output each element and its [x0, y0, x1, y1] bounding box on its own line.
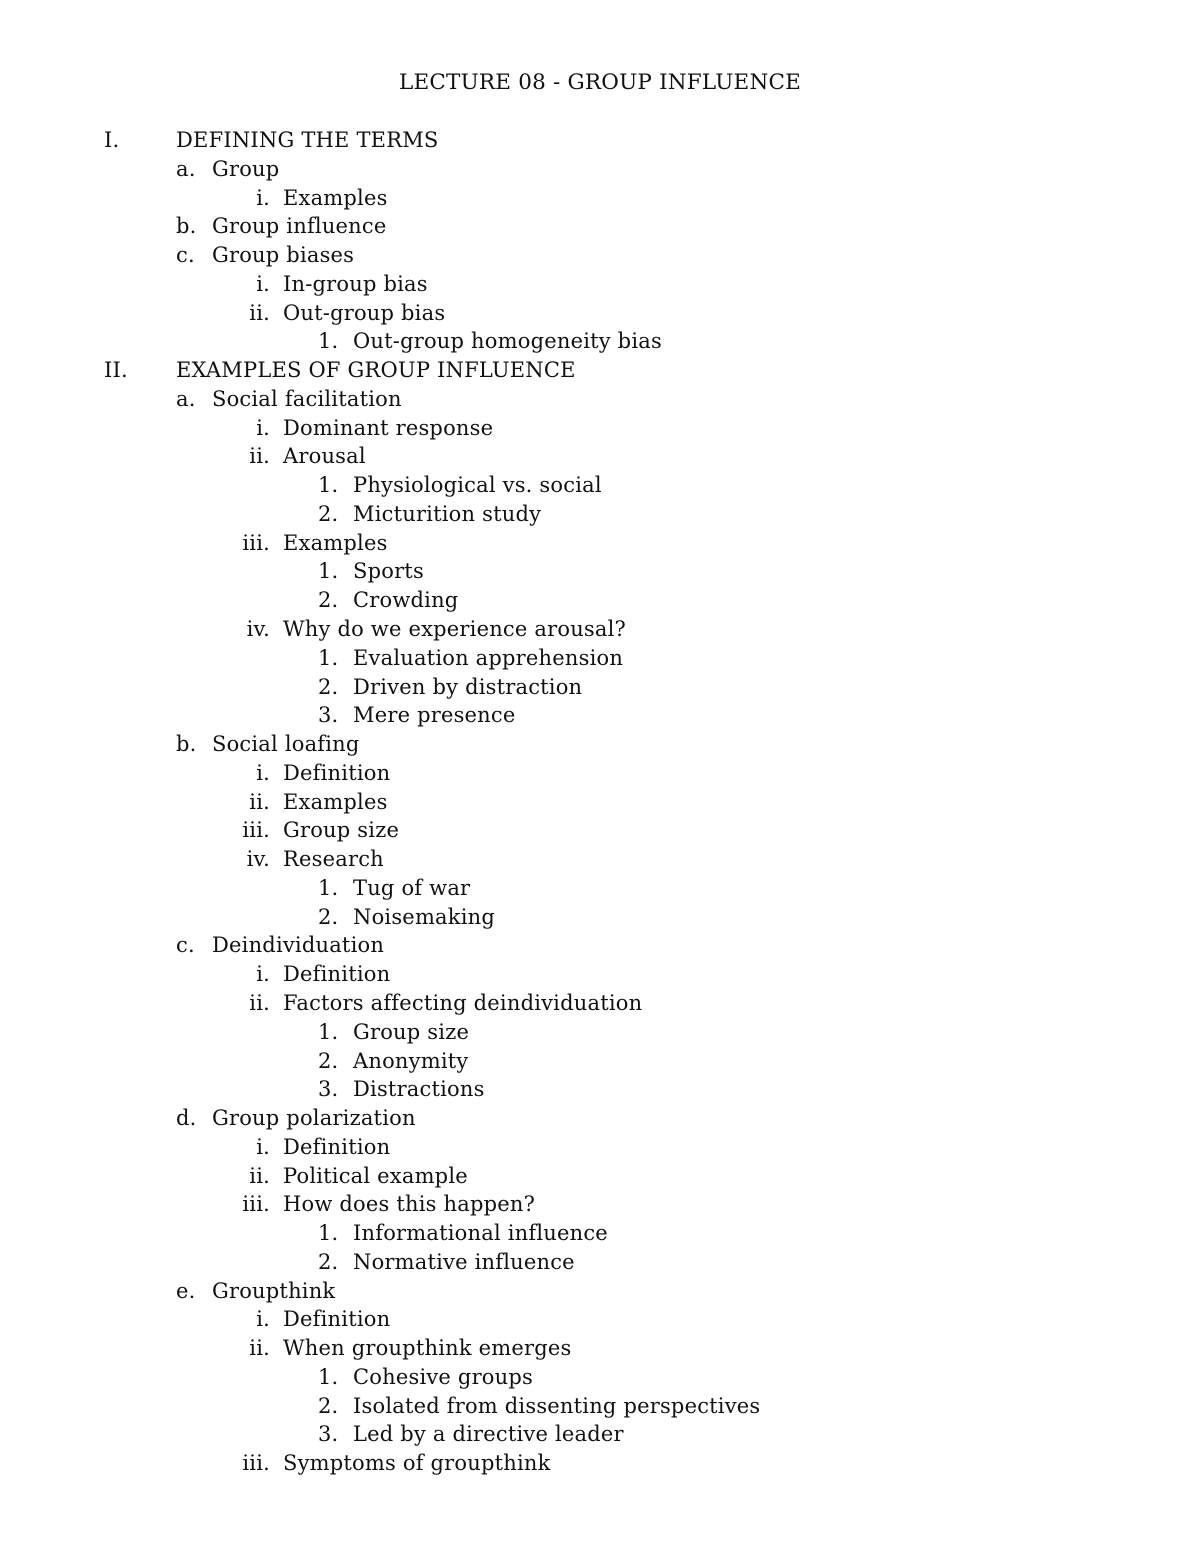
- outline-text: Group polarization: [212, 1106, 416, 1131]
- outline-item-level-3: [0, 845, 1200, 874]
- outline-text: When groupthink emerges: [283, 1336, 572, 1361]
- outline-marker: c.: [176, 243, 195, 268]
- outline-item-level-4: [0, 1420, 1200, 1449]
- outline-text: Definition: [283, 962, 391, 987]
- outline-marker: ii.: [249, 300, 270, 325]
- outline-marker: iii.: [242, 818, 270, 843]
- outline-text: Anonymity: [353, 1048, 469, 1073]
- outline-text: Out-group homogeneity bias: [353, 329, 662, 354]
- outline-text: Examples: [283, 185, 388, 210]
- outline-item-level-3: [0, 788, 1200, 817]
- outline-item-level-4: [0, 1018, 1200, 1047]
- outline-text: Political example: [283, 1163, 468, 1188]
- outline-item-level-3: [0, 442, 1200, 471]
- outline-marker: 2.: [318, 904, 339, 929]
- outline-text: Examples: [283, 789, 388, 814]
- outline-text: Why do we experience arousal?: [283, 617, 626, 642]
- outline-item-level-4: [0, 327, 1200, 356]
- outline-marker: 2.: [318, 1393, 339, 1418]
- outline-marker: i.: [256, 185, 270, 210]
- outline-marker: i.: [256, 271, 270, 296]
- outline-item-level-3: [0, 960, 1200, 989]
- outline-item-level-1: [0, 356, 1200, 385]
- page-title: LECTURE 08 - GROUP INFLUENCE: [399, 70, 801, 95]
- outline-item-level-4: [0, 1248, 1200, 1277]
- outline-marker: b.: [176, 214, 197, 239]
- outline-item-level-4: [0, 1219, 1200, 1248]
- outline-text: Arousal: [283, 444, 366, 469]
- outline-item-level-4: [0, 471, 1200, 500]
- outline-item-level-3: [0, 1449, 1200, 1478]
- outline-text: Definition: [283, 760, 391, 785]
- outline-item-level-4: [0, 701, 1200, 730]
- outline-text: How does this happen?: [283, 1192, 536, 1217]
- outline-marker: 3.: [318, 1422, 339, 1447]
- outline-item-level-4: [0, 1363, 1200, 1392]
- outline-item-level-3: [0, 270, 1200, 299]
- outline-text: Tug of war: [353, 875, 471, 900]
- outline-text: Factors affecting deindividuation: [283, 990, 643, 1015]
- outline-marker: iii.: [242, 1192, 270, 1217]
- outline-item-level-3: [0, 1162, 1200, 1191]
- outline-marker: 2.: [318, 588, 339, 613]
- outline-marker: 1.: [318, 1221, 339, 1246]
- outline-item-level-2: [0, 1277, 1200, 1306]
- outline-marker: ii.: [249, 444, 270, 469]
- outline-text: Deindividuation: [212, 933, 385, 958]
- outline-text: Evaluation apprehension: [353, 645, 624, 670]
- outline-item-level-4: [0, 1392, 1200, 1421]
- outline-text: EXAMPLES OF GROUP INFLUENCE: [176, 358, 576, 383]
- outline-item-level-3: [0, 529, 1200, 558]
- outline-item-level-4: [0, 903, 1200, 932]
- outline-marker: 1.: [318, 645, 339, 670]
- outline-item-level-2: [0, 931, 1200, 960]
- outline-item-level-4: [0, 874, 1200, 903]
- outline-item-level-2: [0, 155, 1200, 184]
- outline-marker: iii.: [242, 1451, 270, 1476]
- outline-text: Groupthink: [212, 1278, 336, 1303]
- outline-marker: 1.: [318, 1364, 339, 1389]
- outline-text: Normative influence: [353, 1249, 575, 1274]
- outline-marker: d.: [176, 1106, 197, 1131]
- outline-marker: I.: [104, 128, 120, 152]
- outline-marker: i.: [256, 1134, 270, 1159]
- outline-item-level-2: [0, 212, 1200, 241]
- outline-text: Definition: [283, 1307, 391, 1332]
- outline-text: Symptoms of groupthink: [283, 1451, 551, 1476]
- outline-text: Definition: [283, 1134, 391, 1159]
- outline-item-level-4: [0, 500, 1200, 529]
- outline-text: Social loafing: [212, 732, 360, 757]
- outline-text: Group size: [283, 818, 400, 843]
- outline-marker: i.: [256, 962, 270, 987]
- outline-marker: 2.: [318, 1249, 339, 1274]
- outline-item-level-4: [0, 586, 1200, 615]
- outline-text: Sports: [353, 559, 424, 584]
- outline-item-level-3: [0, 1133, 1200, 1162]
- outline-marker: 1.: [318, 473, 339, 498]
- outline-marker: e.: [176, 1278, 196, 1303]
- outline-item-level-4: [0, 1075, 1200, 1104]
- outline-item-level-3: [0, 816, 1200, 845]
- outline-marker: II.: [104, 358, 128, 383]
- outline-text: DEFINING THE TERMS: [176, 128, 439, 152]
- outline-item-level-3: [0, 989, 1200, 1018]
- outline-item-level-3: [0, 414, 1200, 443]
- outline-marker: b.: [176, 732, 197, 757]
- outline-text: Mere presence: [353, 703, 516, 728]
- outline-list: [0, 126, 1200, 1478]
- outline-item-level-4: [0, 557, 1200, 586]
- outline-text: Informational influence: [353, 1221, 608, 1246]
- outline-text: Group: [212, 156, 280, 181]
- outline-item-level-2: [0, 385, 1200, 414]
- outline-marker: iii.: [242, 530, 270, 555]
- outline-text: Group biases: [212, 243, 355, 268]
- outline-text: Dominant response: [283, 415, 494, 440]
- outline-item-level-3: [0, 1305, 1200, 1334]
- outline-text: Research: [283, 847, 384, 872]
- outline-marker: i.: [256, 1307, 270, 1332]
- outline-item-level-3: [0, 1334, 1200, 1363]
- outline-marker: iv.: [246, 617, 270, 642]
- outline-text: Distractions: [353, 1077, 485, 1102]
- outline-marker: a.: [176, 386, 196, 411]
- outline-marker: a.: [176, 156, 196, 181]
- outline-marker: 2.: [318, 501, 339, 526]
- outline-marker: 2.: [318, 674, 339, 699]
- outline-text: Driven by distraction: [353, 674, 583, 699]
- outline-item-level-2: [0, 241, 1200, 270]
- outline-marker: ii.: [249, 1163, 270, 1188]
- outline-text: Crowding: [353, 588, 459, 613]
- outline-text: Group size: [353, 1019, 470, 1044]
- outline-text: Led by a directive leader: [353, 1422, 624, 1447]
- outline-text: Out-group bias: [283, 300, 446, 325]
- outline-marker: 2.: [318, 1048, 339, 1073]
- outline-item-level-2: [0, 1104, 1200, 1133]
- outline-marker: c.: [176, 933, 195, 958]
- outline-item-level-3: [0, 299, 1200, 328]
- outline-marker: ii.: [249, 1336, 270, 1361]
- outline-marker: 3.: [318, 703, 339, 728]
- outline-marker: 1.: [318, 329, 339, 354]
- outline-item-level-1: [0, 126, 1200, 155]
- outline-marker: 1.: [318, 875, 339, 900]
- outline-marker: 1.: [318, 1019, 339, 1044]
- outline-text: Social facilitation: [212, 386, 402, 411]
- outline-item-level-2: [0, 730, 1200, 759]
- outline-item-level-3: [0, 1190, 1200, 1219]
- outline-item-level-3: [0, 759, 1200, 788]
- outline-item-level-3: [0, 184, 1200, 213]
- outline-marker: 3.: [318, 1077, 339, 1102]
- outline-item-level-4: [0, 673, 1200, 702]
- outline-text: In-group bias: [283, 271, 428, 296]
- outline-item-level-4: [0, 1047, 1200, 1076]
- outline-text: Micturition study: [353, 501, 542, 526]
- outline-marker: ii.: [249, 789, 270, 814]
- outline-marker: ii.: [249, 990, 270, 1015]
- outline-text: Noisemaking: [353, 904, 495, 929]
- outline-text: Examples: [283, 530, 388, 555]
- outline-text: Isolated from dissenting perspectives: [353, 1393, 761, 1418]
- outline-item-level-4: [0, 644, 1200, 673]
- outline-text: Physiological vs. social: [353, 473, 602, 498]
- outline-text: Cohesive groups: [353, 1364, 533, 1389]
- outline-marker: 1.: [318, 559, 339, 584]
- outline-marker: i.: [256, 760, 270, 785]
- outline-text: Group influence: [212, 214, 387, 239]
- outline-marker: i.: [256, 415, 270, 440]
- outline-item-level-3: [0, 615, 1200, 644]
- outline-marker: iv.: [246, 847, 270, 872]
